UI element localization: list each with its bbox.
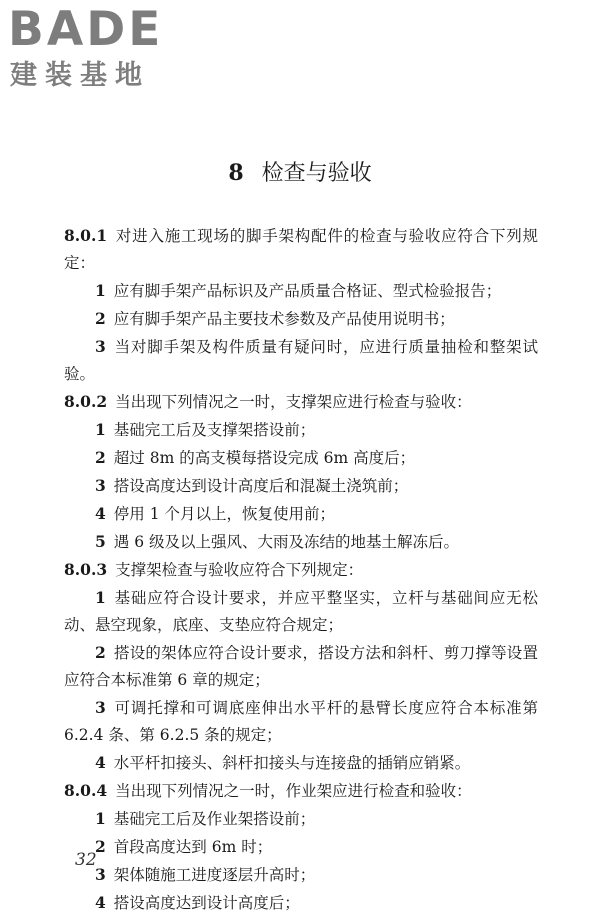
list-item [64, 305, 538, 333]
clause-number: 8.0.1 [64, 226, 108, 245]
item-text: 停用 1 个月以上，恢复使用前； [113, 505, 336, 523]
chapter-title: 检查与验收 [261, 161, 372, 186]
clause-text: 对进入施工现场的脚手架构配件的检查与验收应符合下列规定： [64, 227, 538, 272]
item-number: 2 [95, 309, 106, 328]
list-item [64, 472, 538, 500]
item-number: 2 [95, 448, 106, 467]
chapter-heading [0, 158, 600, 189]
item-number: 3 [95, 865, 106, 884]
list-item [64, 584, 538, 639]
item-text: 超过 8m 的高支模每搭设完成 6m 高度后； [113, 449, 416, 467]
item-text: 基础完工后及支撑架搭设前； [113, 421, 316, 439]
list-item [64, 500, 538, 528]
item-text: 首段高度达到 6m 时； [113, 838, 273, 856]
item-text: 搭设高度达到设计高度后和混凝土浇筑前； [113, 477, 409, 495]
list-item [64, 749, 538, 777]
clause-text: 支撑架检查与验收应符合下列规定： [115, 561, 364, 579]
list-item [64, 889, 538, 917]
item-text: 应有脚手架产品标识及产品质量合格证、型式检验报告； [113, 282, 502, 300]
list-item [64, 805, 538, 833]
item-text: 搭设的架体应符合设计要求，搭设方法和斜杆、剪刀撑等设置应符合本标准第 6 章的规定； [64, 644, 538, 689]
clause [64, 388, 538, 416]
item-text: 可调托撑和可调底座伸出水平杆的悬臂长度应符合本标准第 6.2.4 条、第 6.2.5 条的规定； [64, 699, 538, 744]
list-item [64, 639, 538, 694]
item-text: 当对脚手架及构件质量有疑问时，应进行质量抽检和整架试验。 [64, 338, 538, 383]
item-text: 架体随施工进度逐层升高时； [113, 866, 316, 884]
item-number: 2 [95, 837, 106, 856]
item-number: 1 [95, 281, 106, 300]
clause-number: 8.0.4 [64, 781, 108, 800]
item-number: 4 [95, 504, 106, 523]
list-item [64, 333, 538, 388]
item-number: 5 [95, 532, 106, 551]
page-number: 32 [75, 850, 97, 870]
list-item [64, 833, 538, 861]
item-number: 4 [95, 753, 106, 772]
item-number: 3 [95, 698, 106, 717]
clause [64, 777, 538, 805]
list-item [64, 528, 538, 556]
item-text: 水平杆扣接头、斜杆扣接头与连接盘的插销应销紧。 [113, 754, 471, 772]
list-item [64, 444, 538, 472]
document-body [64, 222, 538, 917]
list-item [64, 416, 538, 444]
item-number: 3 [95, 337, 106, 356]
clause [64, 222, 538, 277]
item-number: 3 [95, 476, 106, 495]
item-text: 应有脚手架产品主要技术参数及产品使用说明书； [113, 310, 455, 328]
clause-number: 8.0.3 [64, 560, 108, 579]
item-text: 基础应符合设计要求，并应平整坚实，立杆与基础间应无松动、悬空现象，底座、支垫应符合规定； [64, 589, 538, 634]
item-number: 4 [95, 893, 106, 912]
item-text: 基础完工后及作业架搭设前； [113, 810, 316, 828]
item-number: 1 [95, 420, 106, 439]
chapter-number: 8 [228, 160, 244, 186]
logo [8, 4, 183, 94]
clause-number: 8.0.2 [64, 392, 108, 411]
item-number: 2 [95, 643, 106, 662]
logo-wordmark: BADE [8, 2, 164, 57]
list-item [64, 861, 538, 889]
item-number: 1 [95, 809, 106, 828]
clause [64, 556, 538, 584]
clause-text: 当出现下列情况之一时，作业架应进行检查和验收： [115, 782, 472, 800]
clause-text: 当出现下列情况之一时，支撑架应进行检查与验收： [115, 393, 472, 411]
logo-subtitle: 建装基地 [10, 60, 150, 91]
list-item [64, 277, 538, 305]
item-text: 搭设高度达到设计高度后； [113, 894, 300, 912]
item-number: 1 [95, 588, 106, 607]
list-item [64, 694, 538, 749]
item-text: 遇 6 级及以上强风、大雨及冻结的地基土解冻后。 [113, 533, 460, 551]
